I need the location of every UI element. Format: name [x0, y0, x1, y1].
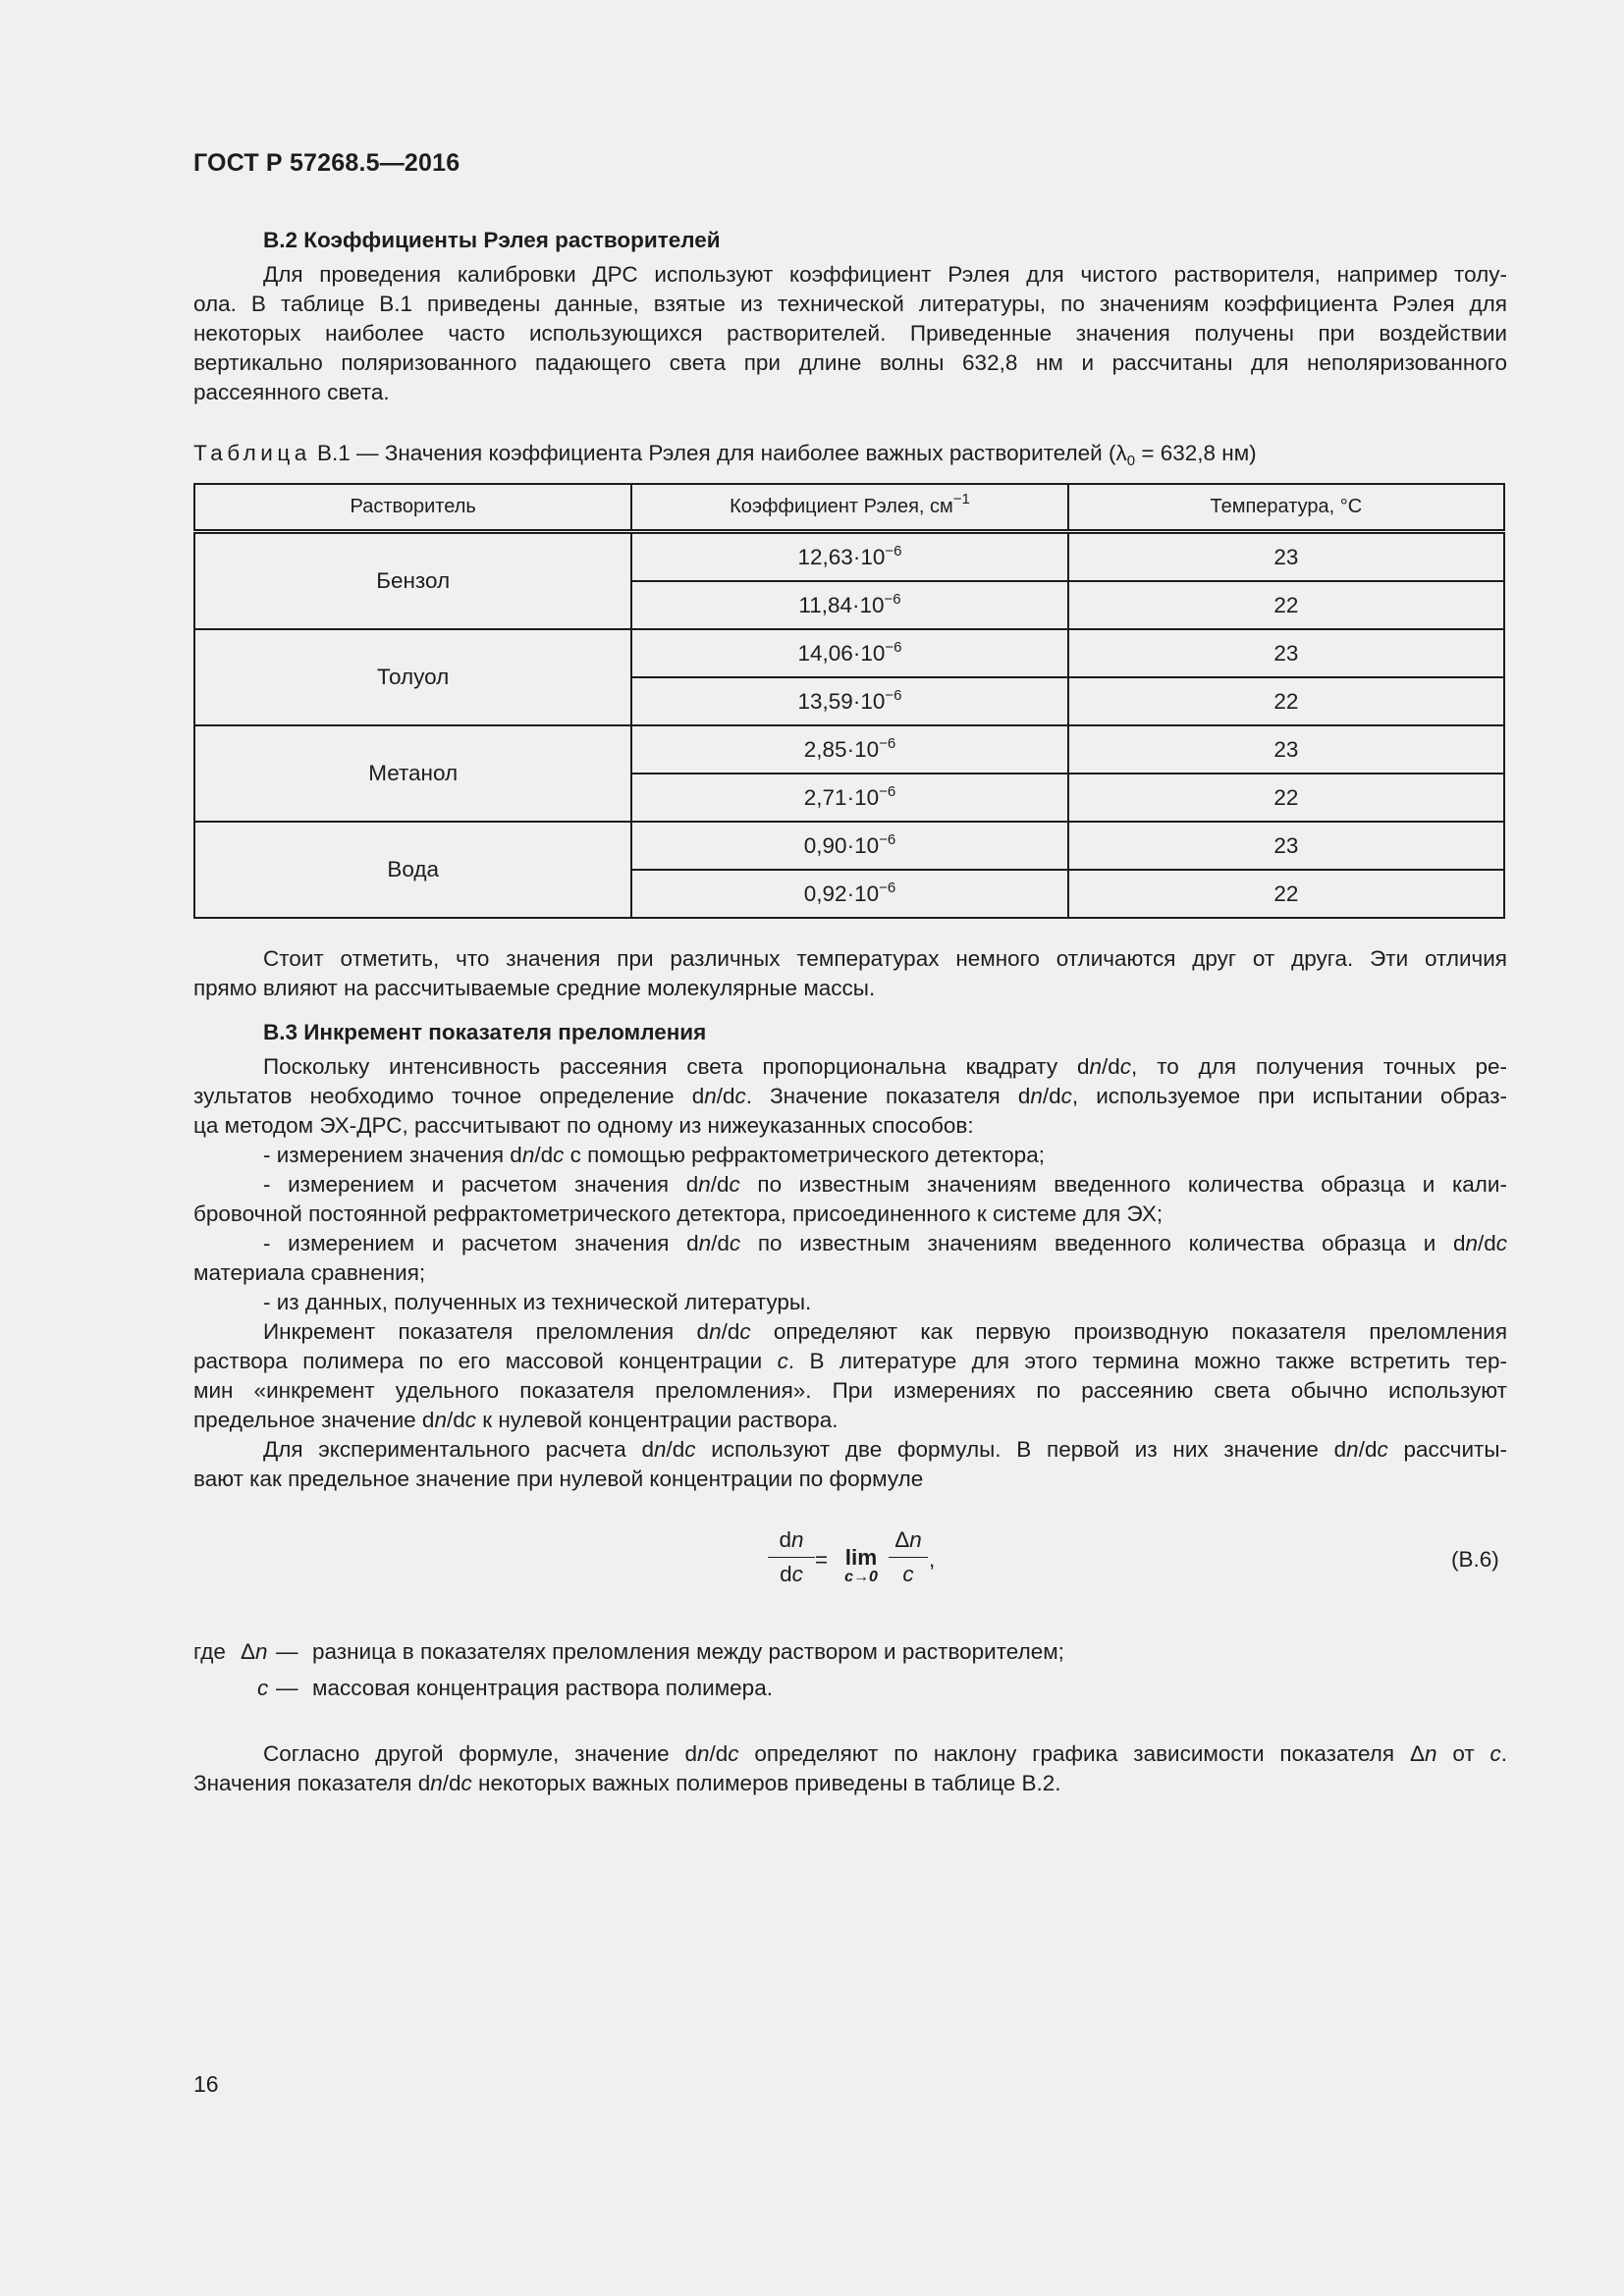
text-line: - измерением и расчетом значения dn/dc по известным значениям введенного количества образца и dn/dc: [263, 1231, 1507, 1255]
cell-solvent: Бензол: [194, 532, 631, 630]
where-word: где: [193, 1639, 226, 1664]
formula-trail: ,: [929, 1547, 936, 1572]
table-caption: [193, 441, 1257, 469]
section-heading-b3: В.3 Инкремент показателя преломления: [263, 1020, 707, 1044]
header-solvent: Растворитель: [194, 484, 631, 532]
text-line: предельное значение dn/dc к нулевой концентрации раствора.: [193, 1408, 839, 1432]
header-temperature: Температура, °С: [1068, 484, 1504, 532]
cell-temperature: 22: [1068, 870, 1504, 918]
cell-temperature: 22: [1068, 774, 1504, 822]
document-id: ГОСТ Р 57268.5—2016: [193, 149, 460, 177]
text-line: зультатов необходимо точное определение dn/dc. Значение показателя dn/dc, используемое при испытании образ-: [193, 1084, 1507, 1108]
header-coefficient-text: Коэффициент Рэлея, см: [730, 496, 953, 517]
def-dash-2: —: [276, 1676, 298, 1700]
cell-solvent: Толуол: [194, 629, 631, 725]
text-line: Для проведения калибровки ДРС используют коэффициент Рэлея для чистого растворителя, например толу-: [263, 262, 1507, 287]
text-line: вертикально поляризованного падающего света при длине волны 632,8 нм и рассчитаны для неполяризованного: [193, 350, 1507, 375]
text-line: Стоит отметить, что значения при различных температурах немного отличаются друг от друга. Эти отличия: [263, 946, 1507, 971]
text-line: Для экспериментального расчета dn/dc используют две формулы. В первой из них значение dn/dc рассчиты-: [263, 1437, 1507, 1462]
cell-coefficient: $2,71\cdot 10^{-6}$: [631, 774, 1067, 822]
def-text-2: массовая концентрация раствора полимера.: [312, 1676, 773, 1700]
table-row: [194, 532, 1504, 582]
def-dash-1: —: [276, 1639, 298, 1664]
formula-rhs-num: Δn: [889, 1527, 928, 1558]
text-line: Поскольку интенсивность рассеяния света пропорциональна квадрату dn/dc, то для получения точных ре-: [263, 1054, 1507, 1079]
cell-solvent: Метанол: [194, 725, 631, 822]
header-coefficient: [631, 484, 1067, 532]
table-row: [194, 822, 1504, 870]
cell-temperature: 22: [1068, 677, 1504, 725]
text-line: Согласно другой формуле, значение dn/dc определяют по наклону графика зависимости показателя Δn от c.: [263, 1741, 1507, 1766]
cell-temperature: 23: [1068, 725, 1504, 774]
text-line: мин «инкремент удельного показателя преломления». При измерениях по рассеянию света обычно используют: [193, 1378, 1507, 1403]
text-line: - из данных, полученных из технической литературы.: [263, 1290, 812, 1314]
cell-temperature: 22: [1068, 581, 1504, 629]
text-line: некоторых наиболее часто использующихся растворителей. Приведенные значения получены при воздействии: [193, 321, 1507, 346]
rayleigh-table: [193, 483, 1505, 919]
cell-coefficient: $0,92\cdot 10^{-6}$: [631, 870, 1067, 918]
cell-coefficient: $2,85\cdot 10^{-6}$: [631, 725, 1067, 774]
cell-coefficient: $11,84\cdot 10^{-6}$: [631, 581, 1067, 629]
page-number: 16: [193, 2071, 219, 2097]
cell-coefficient: $0,90\cdot 10^{-6}$: [631, 822, 1067, 870]
header-coefficient-exp: −1: [952, 491, 970, 507]
table-caption-word: Таблица: [193, 441, 311, 465]
equation-number: (В.6): [1451, 1547, 1499, 1572]
table-row: [194, 725, 1504, 774]
text-line: рассеянного света.: [193, 380, 390, 404]
cell-temperature: 23: [1068, 532, 1504, 582]
cell-temperature: 23: [1068, 629, 1504, 677]
cell-coefficient: $13,59\cdot 10^{-6}$: [631, 677, 1067, 725]
paragraph-note: [193, 944, 1507, 1003]
table-header-row: [194, 484, 1504, 532]
formula-lhs-num: dn: [768, 1527, 815, 1558]
text-line: прямо влияют на рассчитываемые средние молекулярные массы.: [193, 976, 876, 1000]
lambda-subscript: 0: [1126, 453, 1136, 469]
text-line: материала сравнения;: [193, 1260, 426, 1285]
text-line: - измерением и расчетом значения dn/dc по известным значениям введенного количества образца и кали-: [263, 1172, 1507, 1197]
text-line: ола. В таблице В.1 приведены данные, взятые из технической литературы, по значениям коэффициента Рэлея для: [193, 292, 1507, 316]
formula-rhs: [889, 1527, 928, 1587]
paragraph-b3: [193, 1052, 1507, 1494]
section-heading-b2: В.2 Коэффициенты Рэлея растворителей: [263, 228, 721, 252]
formula-lim: lim c→0: [844, 1545, 878, 1585]
text-line: бровочной постоянной рефрактометрического детектора, присоединенного к системе для ЭХ;: [193, 1201, 1164, 1226]
paragraph-closing: [193, 1739, 1507, 1798]
table-caption-end: = 632,8 нм): [1135, 441, 1257, 465]
paragraph-b2: [193, 260, 1507, 407]
formula-rhs-den: c: [902, 1562, 914, 1586]
cell-coefficient: $14,06\cdot 10^{-6}$: [631, 629, 1067, 677]
table-row: [194, 629, 1504, 677]
def-symbol-1: Δn: [241, 1639, 268, 1664]
formula-lhs: [768, 1527, 815, 1587]
text-line: вают как предельное значение при нулевой концентрации по формуле: [193, 1467, 924, 1491]
formula-lhs-den: dc: [780, 1562, 803, 1586]
text-line: раствора полимера по его массовой концентрации c. В литературе для этого термина можно также встретить тер-: [193, 1349, 1508, 1373]
text-line: Инкремент показателя преломления dn/dc определяют как первую производную показателя преломления: [263, 1319, 1508, 1344]
text-line: - измерением значения dn/dc с помощью рефрактометрического детектора;: [263, 1143, 1045, 1167]
cell-coefficient: $12,63\cdot 10^{-6}$: [631, 532, 1067, 582]
where-line-1: [193, 1639, 1064, 1665]
def-text-1: разница в показателях преломления между раствором и растворителем;: [312, 1639, 1064, 1664]
text-line: Значения показателя dn/dc некоторых важных полимеров приведены в таблице В.2.: [193, 1771, 1061, 1795]
def-symbol-2: c: [257, 1676, 269, 1700]
text-line: ца методом ЭХ-ДРС, рассчитывают по одному из нижеуказанных способов:: [193, 1113, 974, 1138]
formula-equals: =: [815, 1547, 829, 1572]
cell-temperature: 23: [1068, 822, 1504, 870]
cell-solvent: Вода: [194, 822, 631, 918]
table-caption-text: В.1 — Значения коэффициента Рэлея для наиболее важных растворителей (λ: [317, 441, 1127, 465]
